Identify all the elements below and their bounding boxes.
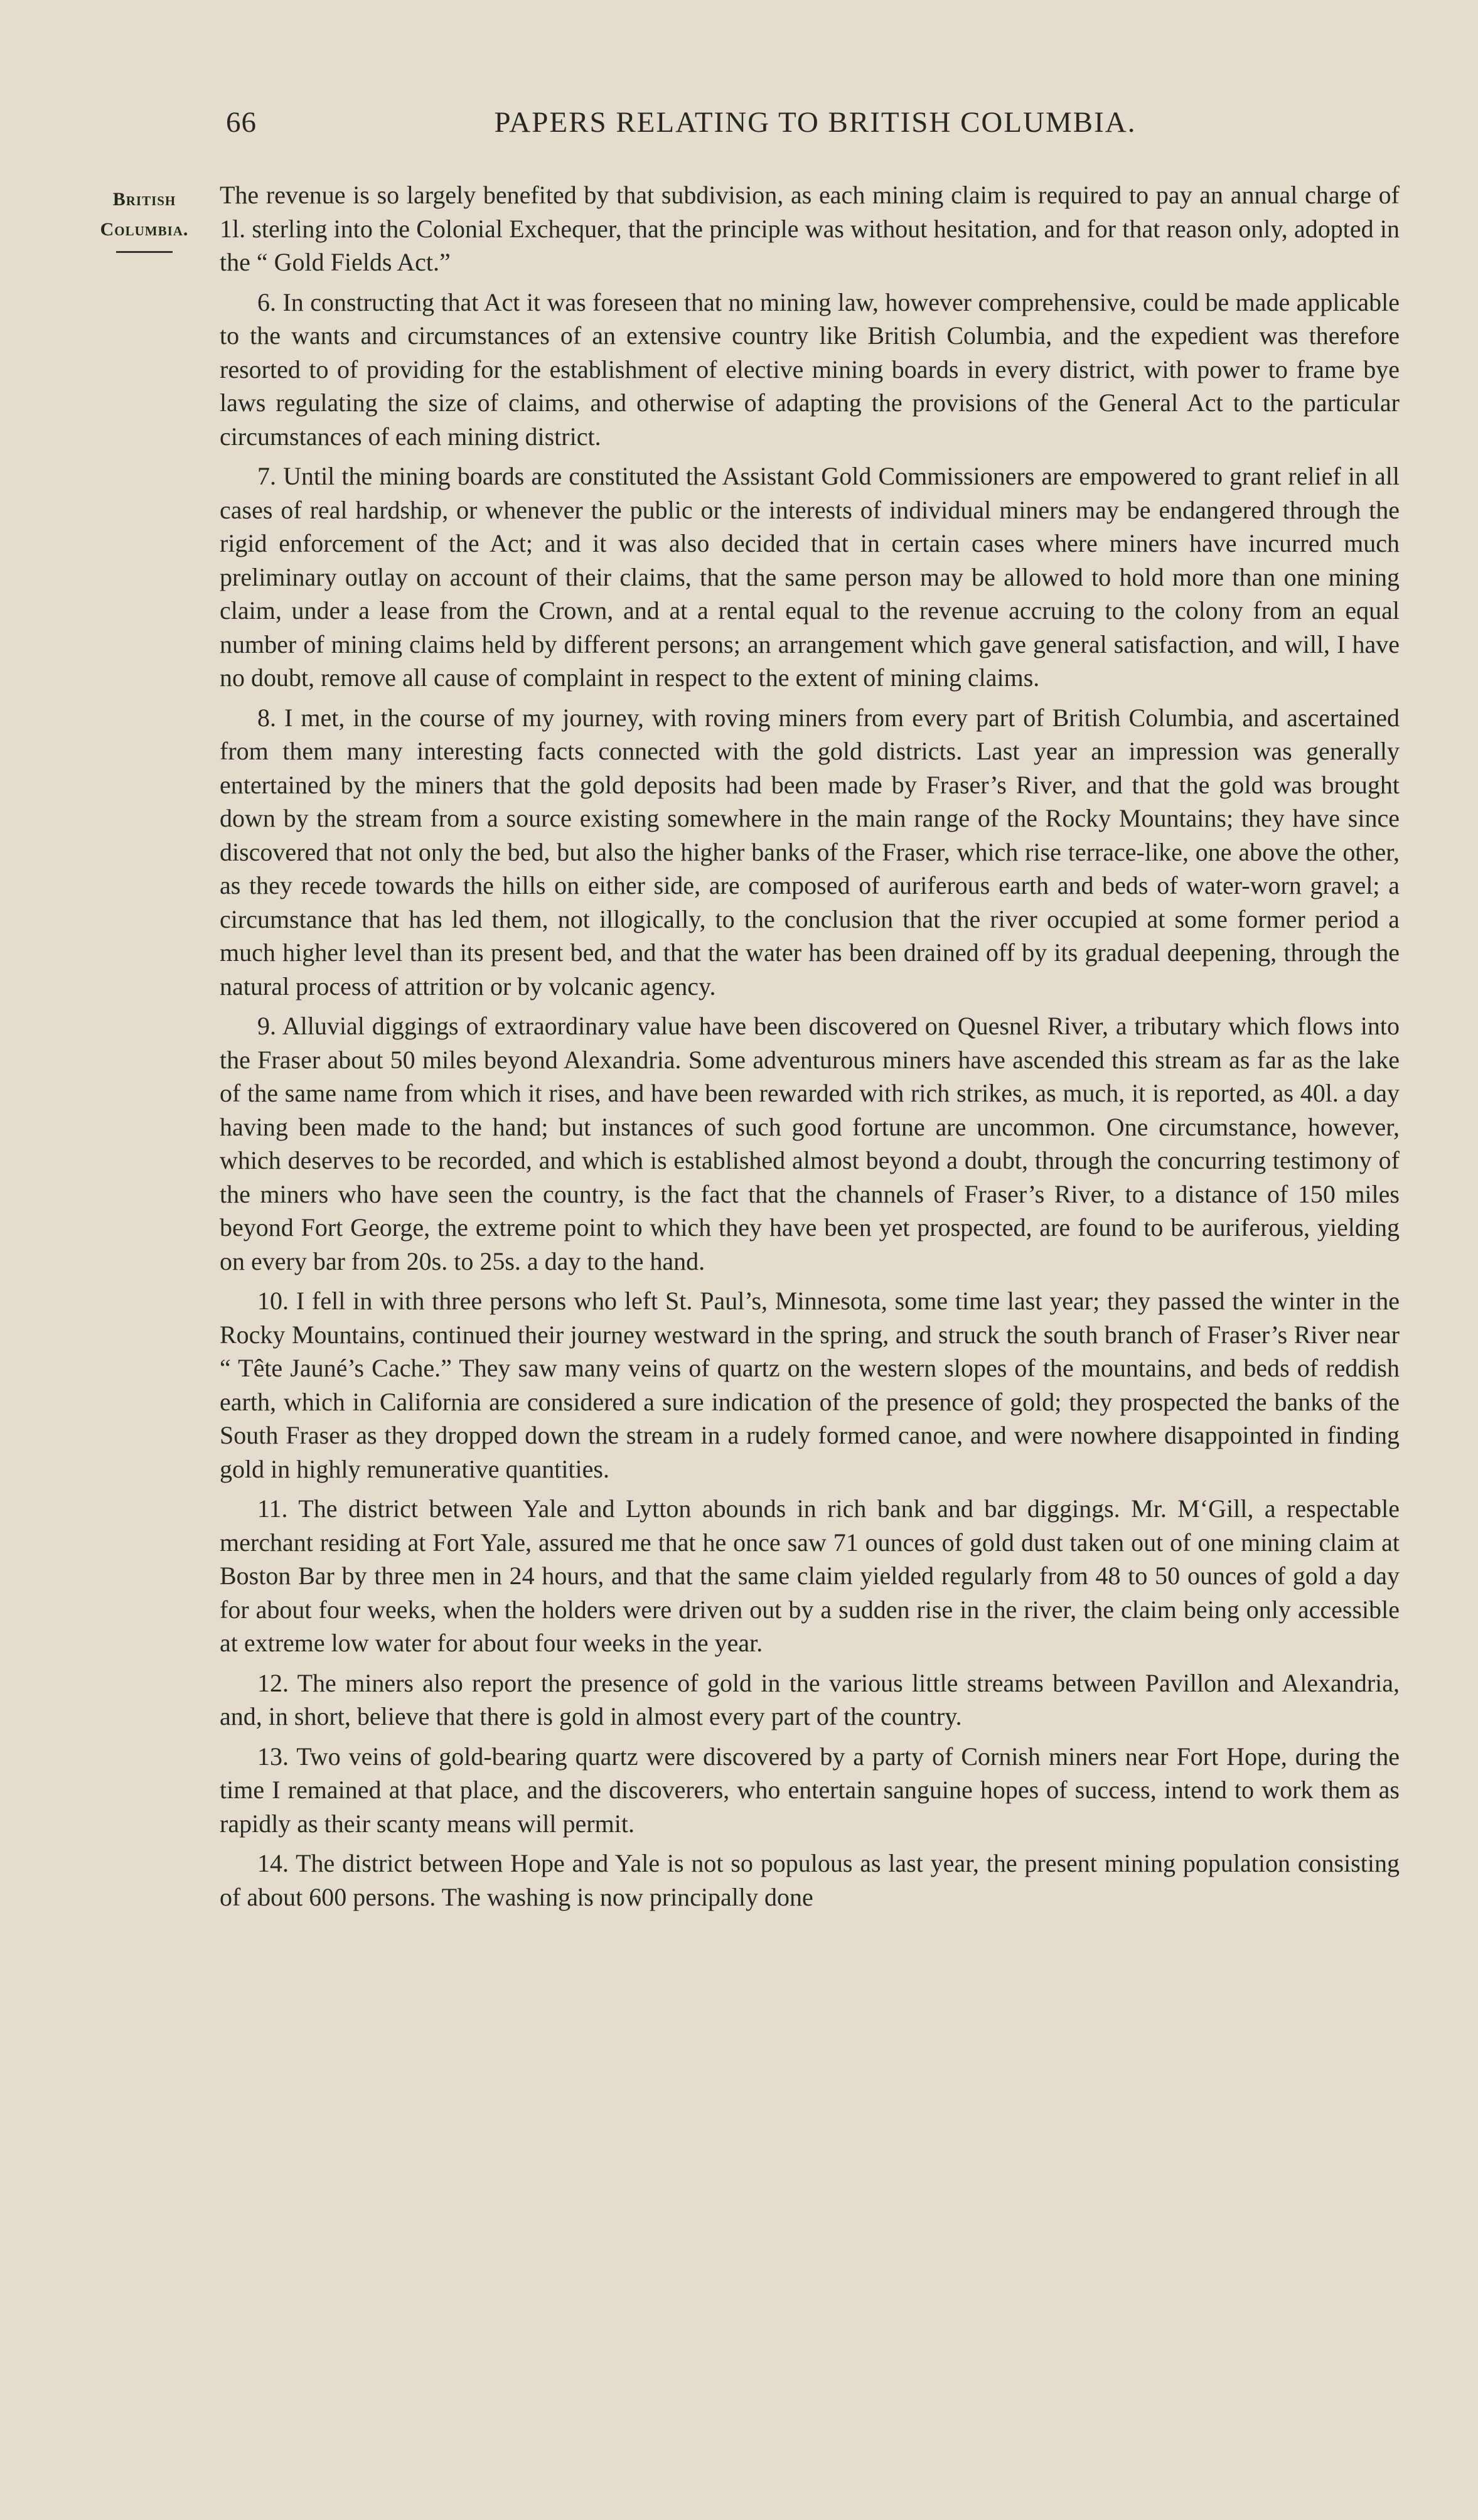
page-number: 66 (226, 106, 257, 139)
paragraph-9: 9. Alluvial diggings of extraordinary value have been discovered on Quesnel River, a tributary which flows into the Fraser about 50 miles beyond Alexandria. Some adventurous miners have ascended this stream as far as the lake of the same name from which it rises, and have been rewarded with rich strikes, as much, it is reported, as 40l. a day having been made to the hand; but instances of such good fortune are uncommon. One circumstance, however, which deserves to be recorded, and which is established almost beyond a doubt, through the concurring testimony of the miners who have seen the country, is the fact that the channels of Fraser’s River, to a distance of 150 miles beyond Fort George, the extreme point to which they have been yet prospected, are found to be auriferous, yielding on every bar from 20s. to 25s. a day to the hand. (220, 1012, 1400, 1275)
margin-note-line-2: Columbia. (100, 219, 189, 240)
running-title: PAPERS RELATING TO BRITISH COLUMBIA. (494, 106, 1137, 139)
body-text (220, 178, 1400, 1920)
margin-note-line-1: British (112, 189, 176, 210)
margin-note (75, 185, 213, 253)
paragraph-continuation: The revenue is so largely benefited by that subdivision, as each mining claim is required to pay an annual charge of 1l. sterling into the Colonial Exchequer, that the principle was without hesitation, and for that reason only, adopted in the “ Gold Fields Act.” (220, 181, 1400, 276)
paragraph-11: 11. The district between Yale and Lytton abounds in rich bank and bar diggings. Mr. M‘Gill, a respectable merchant residing at Fort Yale, assured me that he once saw 71 ounces of gold dust taken out of one mining claim at Boston Bar by three men in 24 hours, and that the same claim yielded regularly from 48 to 50 ounces of gold a day for about four weeks, when the holders were driven out by a sudden rise in the river, the claim being only accessible at extreme low water for about four weeks in the year. (220, 1494, 1400, 1657)
paragraph-14: 14. The district between Hope and Yale is not so populous as last year, the present mining population consisting of about 600 persons. The washing is now principally done (220, 1849, 1400, 1911)
margin-note-rule (116, 251, 173, 253)
paragraph-13: 13. Two veins of gold-bearing quartz were discovered by a party of Cornish miners near Fort Hope, during the time I remained at that place, and the discoverers, who entertain sanguine hopes of success, intend to work them as rapidly as their scanty means will permit. (220, 1742, 1400, 1838)
paragraph-7: 7. Until the mining boards are constituted the Assistant Gold Commissioners are empowered to grant relief in all cases of real hardship, or whenever the public or the interests of individual miners may be endangered through the rigid enforcement of the Act; and it was also decided that in certain cases where miners have incurred much preliminary outlay on account of their claims, that the same person may be allowed to hold more than one mining claim, under a lease from the Crown, and at a rental equal to the revenue accruing to the colony from an equal number of mining claims held by different persons; an arrangement which gave general satisfaction, and will, I have no doubt, remove all cause of complaint in respect to the extent of mining claims. (220, 462, 1400, 692)
page-header (226, 105, 1405, 149)
paragraph-6: 6. In constructing that Act it was foreseen that no mining law, however comprehensive, could be made applicable to the wants and circumstances of an extensive country like British Columbia, and the expedient was therefore resorted to of providing for the establishment of elective mining boards in every district, with power to frame bye laws regulating the size of claims, and otherwise of adapting the provisions of the General Act to the particular circumstances of each mining district. (220, 287, 1400, 451)
paragraph-12: 12. The miners also report the presence of gold in the various little streams between Pavillon and Alexandria, and, in short, believe that there is gold in almost every part of the country. (220, 1668, 1400, 1730)
paragraph-8: 8. I met, in the course of my journey, with roving miners from every part of British Columbia, and ascertained from them many interesting facts connected with the gold districts. Last year an impression was generally entertained by the miners that the gold deposits had been made by Fraser’s River, and that the gold was brought down by the stream from a source existing somewhere in the main range of the Rocky Mountains; they have since discovered that not only the bed, but also the higher banks of the Fraser, which rise terrace-like, one above the other, as they recede towards the hills on either side, are composed of auriferous earth and beds of water-worn gravel; a circumstance that has led them, not illogically, to the conclusion that the river occupied at some former period a much higher level than its present bed, and that the water has been drained off by its gradual deepening, through the natural process of attrition or by volcanic agency. (220, 703, 1400, 1000)
paragraph-10: 10. I fell in with three persons who left St. Paul’s, Minnesota, some time last year; they passed the winter in the Rocky Mountains, continued their journey westward in the spring, and struck the south branch of Fraser’s River near “ Tête Jauné’s Cache.” They saw many veins of quartz on the western slopes of the mountains, and beds of reddish earth, which in California are considered a sure indication of the presence of gold; they prospected the banks of the South Fraser as they dropped down the stream in a rudely formed canoe, and were nowhere disappointed in finding gold in highly remunerative quantities. (220, 1287, 1400, 1483)
